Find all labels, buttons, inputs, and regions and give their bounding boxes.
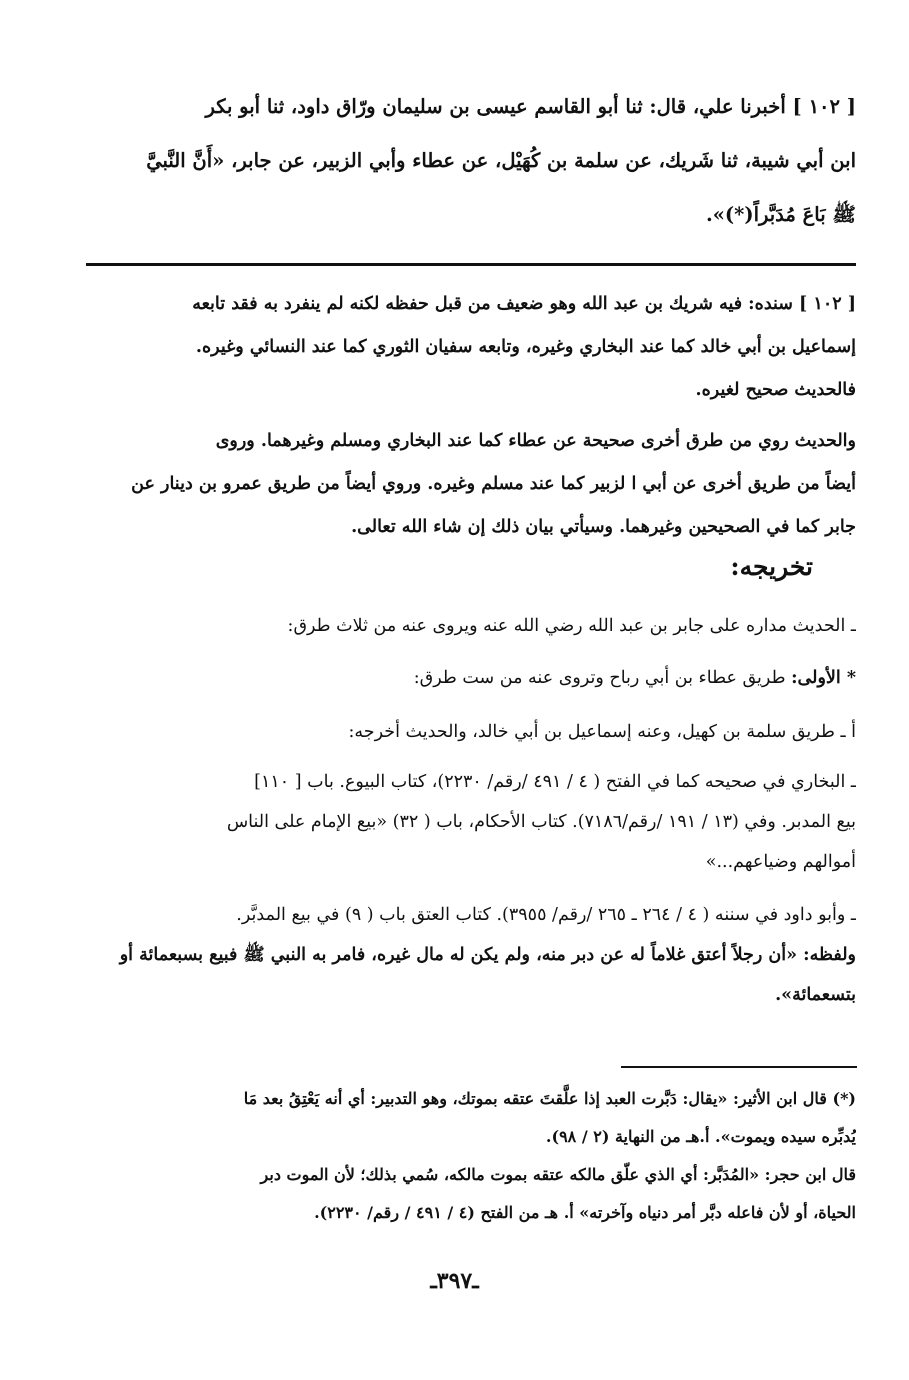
sub-route-a	[86, 712, 856, 752]
first-route-line	[86, 658, 856, 698]
isnad-line: إسماعيل بن أبي خالد كما عند البخاري وغيره، وتابعه سفيان الثوري كما عند النسائي وغيره.	[195, 337, 856, 357]
routes-line: والحديث روي من طرق أخرى صحيحة عن عطاء كما عند البخاري ومسلم وغيرهما. وروى	[215, 431, 856, 451]
footnote	[86, 1080, 856, 1232]
page-number: ـ٣٩٧ـ	[430, 1268, 479, 1294]
sub-route-a-line: أ ـ طريق سلمة بن كهيل، وعنه إسماعيل بن أبي خالد، والحديث أخرجه:	[348, 722, 856, 742]
abudawud-line: ـ وأبو داود في سننه ( ٤ / ٢٦٤ ـ ٢٦٥ /رقم/ ٣٩٥٥). كتاب العتق باب ( ٩) في بيع المدبَّر.	[236, 905, 856, 925]
hadith-line: ابن أبي شيبة، ثنا شَريك، عن سلمة بن كُهَيْل، عن عطاء وأبي الزبير، عن جابر، «أَنَّ النَّبيَّ	[146, 149, 856, 172]
first-route	[86, 658, 856, 698]
bukhari-reference	[86, 762, 856, 882]
footnote-line: قال ابن حجر: «المُدَبَّر: أي الذي علّق مالكه عتقه بموت مالكه، سُمي بذلك؛ لأن الموت دبر	[260, 1165, 856, 1184]
abudawud-line: بتسعمائة».	[775, 985, 856, 1005]
abudawud-reference	[86, 895, 856, 1015]
abudawud-line: ولفظه: «أن رجلاً أعتق غلاماً له عن دبر منه، ولم يكن له مال غيره، فامر به النبي ﷺ فبيع بسبعمائة أو	[119, 945, 856, 965]
footnote-line: (*) قال ابن الأثير: «يقال: دَبَّرت العبد إذا علَّقتَ عتقه بموتك، وهو التدبير: أي أنه يَعْتِقُ بعد مَا	[243, 1089, 856, 1108]
isnad-line: [ ١٠٢ ] سنده: فيه شريك بن عبد الله وهو ضعيف من قبل حفظه لكنه لم ينفرد به فقد تابعه	[192, 294, 856, 314]
footnote-line: يُدبِّره سيده ويموت». أ.هـ من النهاية (٢ / ٩٨).	[545, 1127, 856, 1146]
footnote-divider	[621, 1066, 857, 1068]
footnote-line: الحياة، أو لأن فاعله دبَّر أمر دنياه وآخرته» أ. هـ من الفتح (٤ / ٤٩١ / رقم/ ٢٢٣٠).	[314, 1203, 856, 1222]
takhrij-heading: تخريجه:	[730, 552, 813, 581]
bukhari-line: بيع المدبر. وفي (١٣ / ١٩١ /رقم/٧١٨٦). كتاب الأحكام، باب ( ٣٢) «بيع الإمام على الناس	[226, 812, 856, 832]
bukhari-line: أموالهم وضياعهم...»	[705, 852, 856, 872]
hadith-line: [ ١٠٢ ] أخبرنا علي، قال: ثنا أبو القاسم عيسى بن سليمان ورّاق داود، ثنا أبو بكر	[205, 95, 856, 118]
bukhari-line: ـ البخاري في صحيحه كما في الفتح ( ٤ / ٤٩١ /رقم/ ٢٢٣٠)، كتاب البيوع. باب [ ١١٠]	[254, 772, 856, 792]
routes-line: أيضاً من طريق أخرى عن أبي ا لزبير كما عند مسلم وغيره. وروي أيضاً من طريق عمرو بن دينار عن	[131, 474, 856, 494]
routes-line: جابر كما في الصحيحين وغيرهما. وسيأتي بيان ذلك إن شاء الله تعالى.	[351, 517, 856, 537]
main-divider	[86, 263, 856, 266]
takhrij-intro-line: ـ الحديث مداره على جابر بن عبد الله رضي الله عنه ويروى عنه من ثلاث طرق:	[287, 616, 856, 636]
hadith-text	[86, 80, 856, 242]
isnad-line: فالحديث صحيح لغيره.	[695, 380, 856, 400]
first-route-label: * الأولى:	[791, 668, 856, 688]
isnad-paragraph	[86, 283, 856, 412]
routes-paragraph	[86, 420, 856, 549]
hadith-line: ﷺ بَاعَ مُدَبَّراً(*)».	[705, 203, 856, 226]
first-route-text: طريق عطاء بن أبي رباح وتروى عنه من ست طرق:	[413, 668, 792, 688]
takhrij-intro	[86, 606, 856, 646]
